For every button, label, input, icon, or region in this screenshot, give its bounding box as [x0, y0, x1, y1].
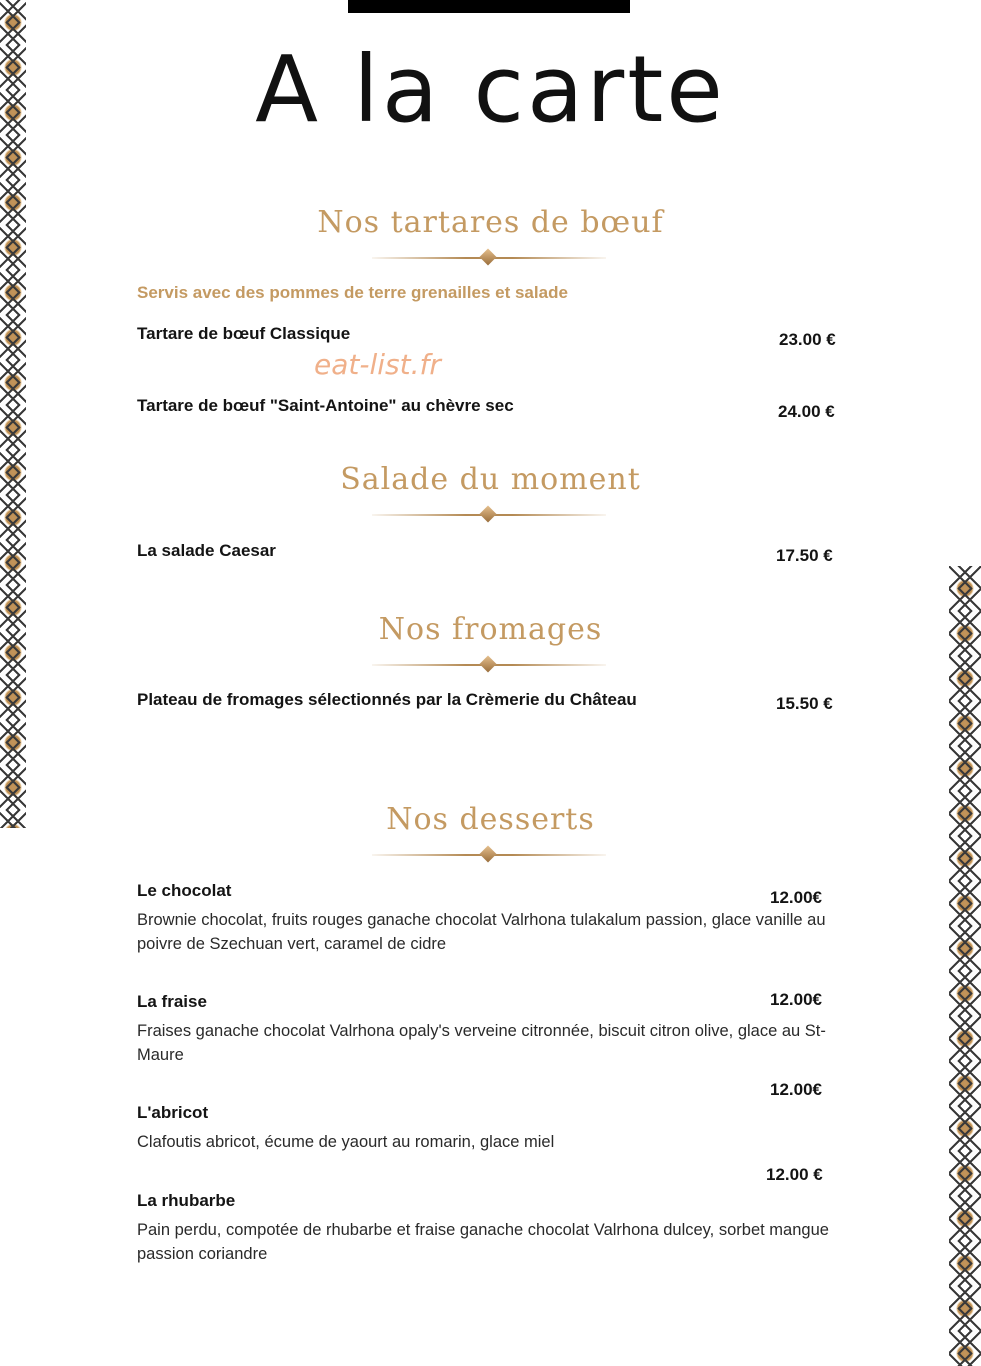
- section-title-fromages: Nos fromages: [378, 612, 603, 647]
- dessert-description: Fraises ganache chocolat Valrhona opaly's verveine citronnée, biscuit citron olive, glace au St-Maure: [137, 1022, 826, 1064]
- diamond-icon: [480, 656, 497, 673]
- decorative-border-right: [949, 566, 981, 1366]
- section-title-tartares: Nos tartares de bœuf: [317, 205, 664, 240]
- page-title: A la carte: [255, 36, 726, 143]
- dessert-name: La rhubarbe: [137, 1191, 236, 1210]
- dessert-price: 12.00 €: [766, 1165, 823, 1184]
- dessert-name: La fraise: [137, 992, 207, 1011]
- section-subtitle-tartares: Servis avec des pommes de terre grenailles et salade: [137, 283, 568, 302]
- dessert-price: 12.00€: [770, 990, 822, 1009]
- dessert-description: Clafoutis abricot, écume de yaourt au romarin, glace miel: [137, 1133, 555, 1151]
- menu-item-name: Tartare de bœuf Classique: [137, 324, 351, 343]
- dessert-description: Pain perdu, compotée de rhubarbe et fraise ganache chocolat Valrhona dulcey, sorbet mangue passion coriandre: [137, 1221, 829, 1263]
- menu-item-price: 17.50 €: [776, 546, 833, 565]
- section-title-desserts: Nos desserts: [386, 802, 595, 837]
- diamond-icon: [480, 506, 497, 523]
- dessert-price: 12.00€: [770, 1080, 822, 1099]
- menu-item-name: Plateau de fromages sélectionnés par la Crèmerie du Château: [137, 690, 637, 709]
- menu-item-price: 15.50 €: [776, 694, 833, 713]
- menu-item-name: Tartare de bœuf "Saint-Antoine" au chèvre sec: [137, 396, 514, 415]
- watermark: eat-list.fr: [314, 348, 441, 381]
- divider-ornament: [372, 250, 606, 266]
- divider-ornament: [372, 657, 606, 673]
- top-black-bar: [348, 0, 630, 13]
- dessert-name: L'abricot: [137, 1103, 209, 1122]
- dessert-name: Le chocolat: [137, 881, 232, 900]
- divider-ornament: [372, 847, 606, 863]
- menu-item-price: 24.00 €: [778, 402, 835, 421]
- section-title-salade: Salade du moment: [340, 462, 641, 497]
- menu-item-name: La salade Caesar: [137, 541, 276, 560]
- divider-ornament: [372, 507, 606, 523]
- diamond-icon: [480, 249, 497, 266]
- diamond-icon: [480, 846, 497, 863]
- menu-item-price: 23.00 €: [779, 330, 836, 349]
- dessert-description: Brownie chocolat, fruits rouges ganache chocolat Valrhona tulakalum passion, glace vanille au poivre de Szechuan vert, caramel de cidre: [137, 911, 826, 953]
- dessert-price: 12.00€: [770, 888, 822, 907]
